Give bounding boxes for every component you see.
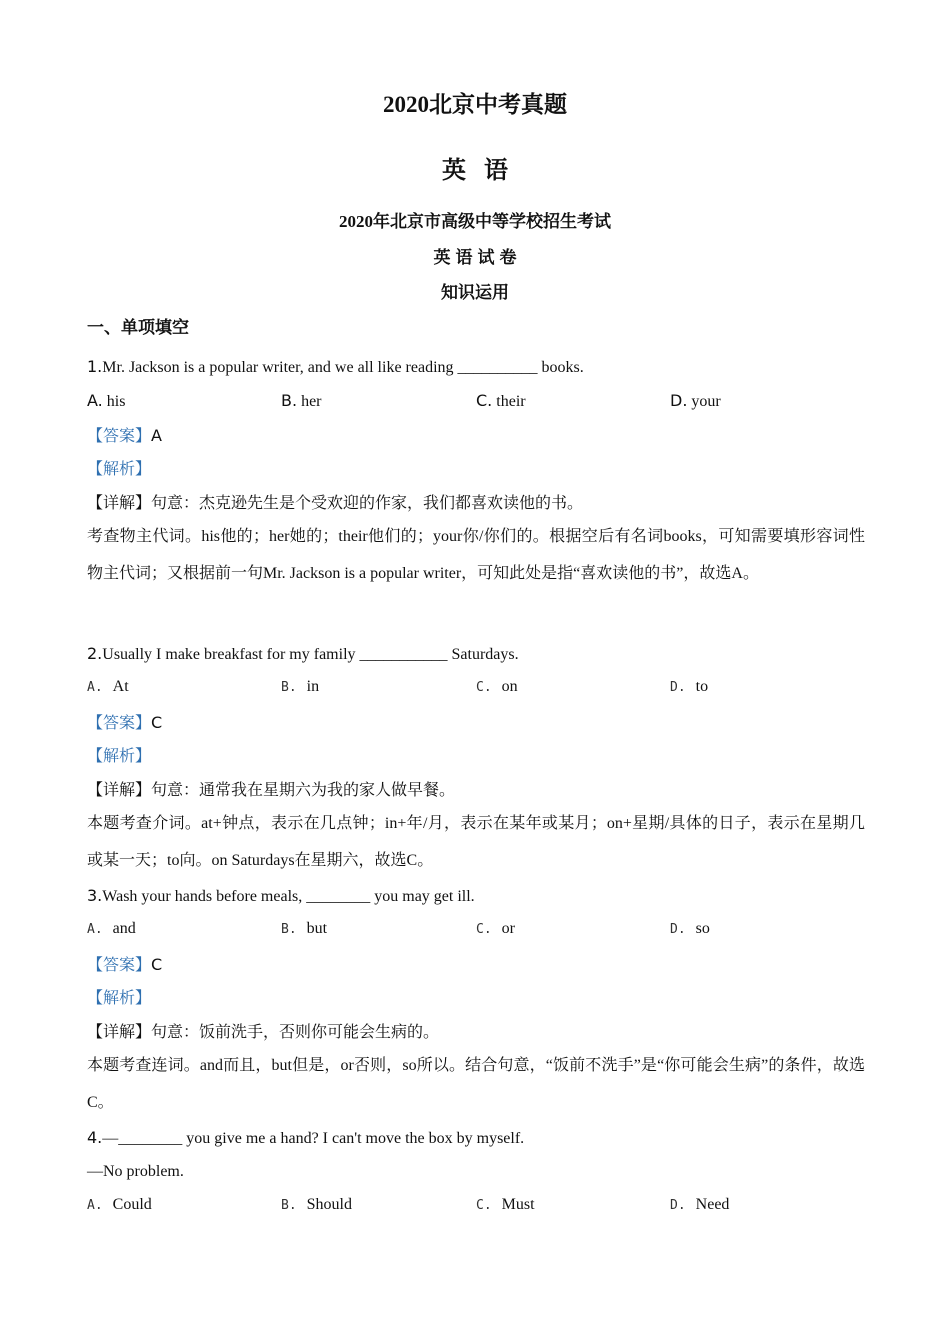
detail-label: 【详解】	[87, 495, 152, 512]
question-2-option-a	[87, 678, 129, 696]
paper-name: 英语试卷	[433, 248, 522, 267]
option-text: their	[496, 393, 526, 410]
option-letter: C.	[476, 922, 492, 937]
answer-value: C	[151, 955, 163, 974]
question-3-option-a	[87, 920, 136, 938]
option-letter: B.	[281, 680, 297, 695]
option-letter: B.	[281, 391, 298, 410]
exam-name: 2020年北京市高级中等学校招生考试	[339, 212, 611, 231]
question-4-option-a	[87, 1196, 152, 1214]
question-3-option-c	[476, 920, 515, 938]
option-letter: C.	[476, 1198, 492, 1213]
question-number: 2.	[87, 644, 103, 663]
question-3-answer	[87, 954, 162, 977]
question-4-option-d	[670, 1196, 729, 1214]
document-title: 2020北京中考真题	[383, 92, 567, 117]
option-text: but	[306, 920, 328, 937]
question-number: 3.	[87, 886, 103, 905]
option-letter: C.	[476, 680, 492, 695]
question-text: —________ you give me a hand? I can't move the box by myself.	[102, 1130, 525, 1147]
detail-text: 句意：杰克逊先生是个受欢迎的作家，我们都喜欢读他的书。	[151, 495, 584, 512]
question-4-option-b	[281, 1196, 352, 1214]
question-2-stem	[87, 643, 519, 666]
option-letter: D.	[670, 391, 688, 410]
answer-value: C	[151, 713, 163, 732]
option-letter: B.	[281, 922, 297, 937]
question-1-option-a	[87, 391, 125, 411]
option-text: his	[106, 393, 126, 410]
section-heading: 一、单项填空	[87, 318, 189, 337]
subject-title: 英语	[442, 158, 526, 184]
question-2-analysis-label: 【解析】	[87, 748, 152, 765]
option-letter: A.	[87, 1198, 103, 1213]
question-3-stem	[87, 885, 475, 908]
question-1-option-d	[670, 391, 721, 411]
option-text: in	[306, 678, 320, 695]
question-2-detail	[87, 780, 455, 802]
option-text: Should	[306, 1196, 352, 1213]
question-3-option-b	[281, 920, 327, 938]
question-1-answer	[87, 425, 162, 448]
question-4-reply: —No problem.	[87, 1163, 184, 1180]
option-text: At	[112, 678, 129, 695]
question-1-detail	[87, 493, 583, 515]
option-letter: A.	[87, 391, 103, 410]
option-text: Must	[501, 1196, 535, 1213]
option-text: her	[301, 393, 322, 410]
question-1-analysis-label: 【解析】	[87, 461, 152, 478]
answer-label: 【答案】	[87, 957, 152, 974]
question-1-explanation: 考查物主代词。his他的；her她的；their他们的；your你/你们的。根据空后有名词books，可知需要填形容词性物主代词；又根据前一句Mr. Jackson is a popular writer，可知此处是指“喜欢读他的书”，故选A。	[87, 528, 865, 582]
option-letter: D.	[670, 922, 686, 937]
question-3-analysis-label: 【解析】	[87, 990, 152, 1007]
question-number: 4.	[87, 1128, 103, 1147]
option-letter: D.	[670, 1198, 686, 1213]
question-2-explanation: 本题考查介词。at+钟点，表示在几点钟；in+年/月，表示在某年或某月；on+星期/具体的日子，表示在星期几或某一天；to向。on Saturdays在星期六，故选C。	[87, 815, 865, 869]
option-letter: A.	[87, 922, 103, 937]
answer-label: 【答案】	[87, 715, 152, 732]
answer-label: 【答案】	[87, 428, 152, 445]
option-letter: C.	[476, 391, 493, 410]
option-letter: D.	[670, 680, 686, 695]
option-text: Could	[112, 1196, 152, 1213]
question-3-explanation: 本题考查连词。and而且，but但是，or否则，so所以。结合句意，“饭前不洗手”是“你可能会生病”的条件，故选C。	[87, 1057, 865, 1111]
option-text: or	[501, 920, 515, 937]
question-text: Wash your hands before meals, ________ you may get ill.	[102, 888, 475, 905]
question-2-answer	[87, 712, 162, 735]
part-name: 知识运用	[441, 283, 509, 302]
option-text: your	[691, 393, 721, 410]
option-text: Need	[695, 1196, 730, 1213]
question-1-option-c	[476, 391, 526, 411]
detail-text: 句意：通常我在星期六为我的家人做早餐。	[151, 782, 456, 799]
question-2-option-d	[670, 678, 708, 696]
option-text: and	[112, 920, 136, 937]
question-1-option-b	[281, 391, 322, 411]
question-4-stem	[87, 1127, 524, 1150]
question-2-option-b	[281, 678, 319, 696]
question-1-stem	[87, 356, 584, 379]
option-text: to	[695, 678, 709, 695]
detail-text: 句意：饭前洗手，否则你可能会生病的。	[151, 1024, 440, 1041]
option-letter: A.	[87, 680, 103, 695]
answer-value: A	[151, 426, 162, 445]
question-text: Mr. Jackson is a popular writer, and we all like reading __________ books.	[102, 359, 584, 376]
question-text: Usually I make breakfast for my family ___________ Saturdays.	[102, 646, 519, 663]
question-4-option-c	[476, 1196, 535, 1214]
question-2-option-c	[476, 678, 518, 696]
option-text: on	[501, 678, 518, 695]
detail-label: 【详解】	[87, 1024, 152, 1041]
question-3-detail	[87, 1022, 439, 1044]
question-number: 1.	[87, 357, 103, 376]
question-3-option-d	[670, 920, 710, 938]
option-text: so	[695, 920, 710, 937]
option-letter: B.	[281, 1198, 297, 1213]
detail-label: 【详解】	[87, 782, 152, 799]
